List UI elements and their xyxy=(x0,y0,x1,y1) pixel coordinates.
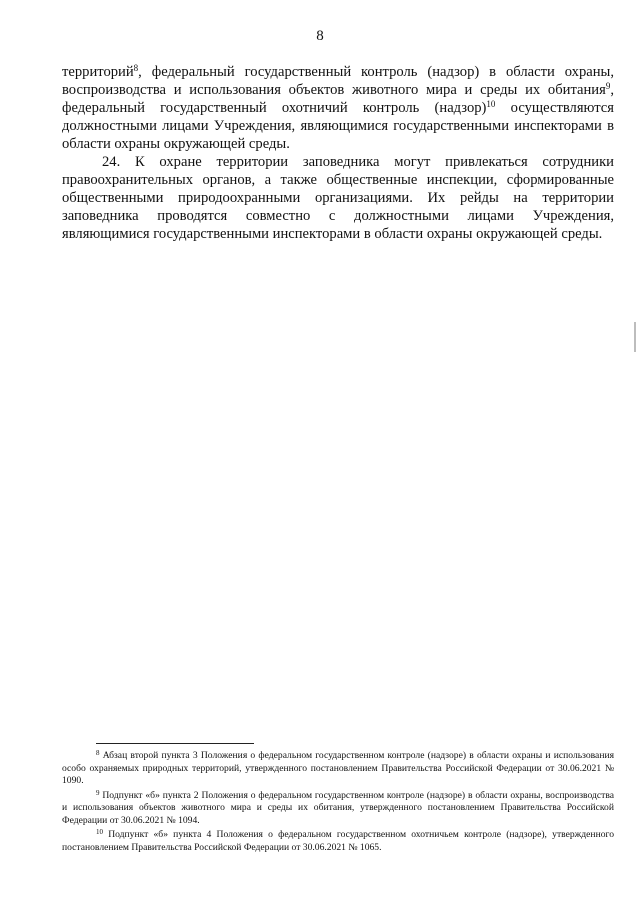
footnote-text: Подпункт «б» пункта 2 Положения о федеральном государственном контроле (надзоре) в области охраны, воспроизводства и использования объектов животного мира и среды их обитания, утвержденного постановлением Правительства Российской Федерации от 30.06.2021 № 1094. xyxy=(62,789,614,826)
footnote-9 xyxy=(62,790,614,828)
footnote-text: Подпункт «б» пункта 4 Положения о федеральном государственном охотничьем контроле (надзоре), утвержденного постановлением Правительства Российской Федерации от 30.06.2021 № 1065. xyxy=(62,829,614,853)
scan-edge-mark xyxy=(634,322,636,352)
footnote-separator xyxy=(96,743,254,744)
footnote-8 xyxy=(62,750,614,788)
footnote-ref-8[interactable]: 8 xyxy=(133,63,139,73)
paragraph-text: территорий xyxy=(62,64,134,80)
footnote-marker: 10 xyxy=(96,828,103,836)
paragraph-text: , федеральный государственный контроль (надзор) в области охраны, воспроизводства и использования объектов животного мира и среды их обитания xyxy=(62,64,614,98)
footnotes-section xyxy=(62,750,614,856)
footnote-marker: 9 xyxy=(96,788,100,797)
paragraph-continued xyxy=(62,63,614,153)
footnote-10 xyxy=(62,829,614,854)
paragraph-text: осуществляются должностными лицами Учреждения, являющимися государственными инспекторами в области охраны окружающей среды. xyxy=(62,100,614,152)
footnote-ref-10[interactable]: 10 xyxy=(486,99,496,109)
page-number: 8 xyxy=(316,28,324,44)
paragraph-text: , федеральный государственный охотничий контроль (надзор) xyxy=(62,82,614,116)
footnote-marker: 8 xyxy=(96,749,100,757)
document-body xyxy=(62,63,614,243)
paragraph-item-24: 24. К охране территории заповедника могут привлекаться сотрудники правоохранительных органов, а также общественные инспекции, сформированные общественными природоохранными организациями. Их рейды на территории заповедника проводятся совместно с должностными лицами Учреждения, являющимися государственными инспекторами в области охраны окружающей среды. xyxy=(62,154,614,242)
footnote-text: Абзац второй пункта 3 Положения о федеральном государственном контроле (надзоре) в области охраны и использования особо охраняемых природных территорий, утвержденного постановлением Правительства Российской Федерации от 30.06.2021 № 1090. xyxy=(62,750,614,786)
footnote-ref-9[interactable]: 9 xyxy=(605,81,611,91)
